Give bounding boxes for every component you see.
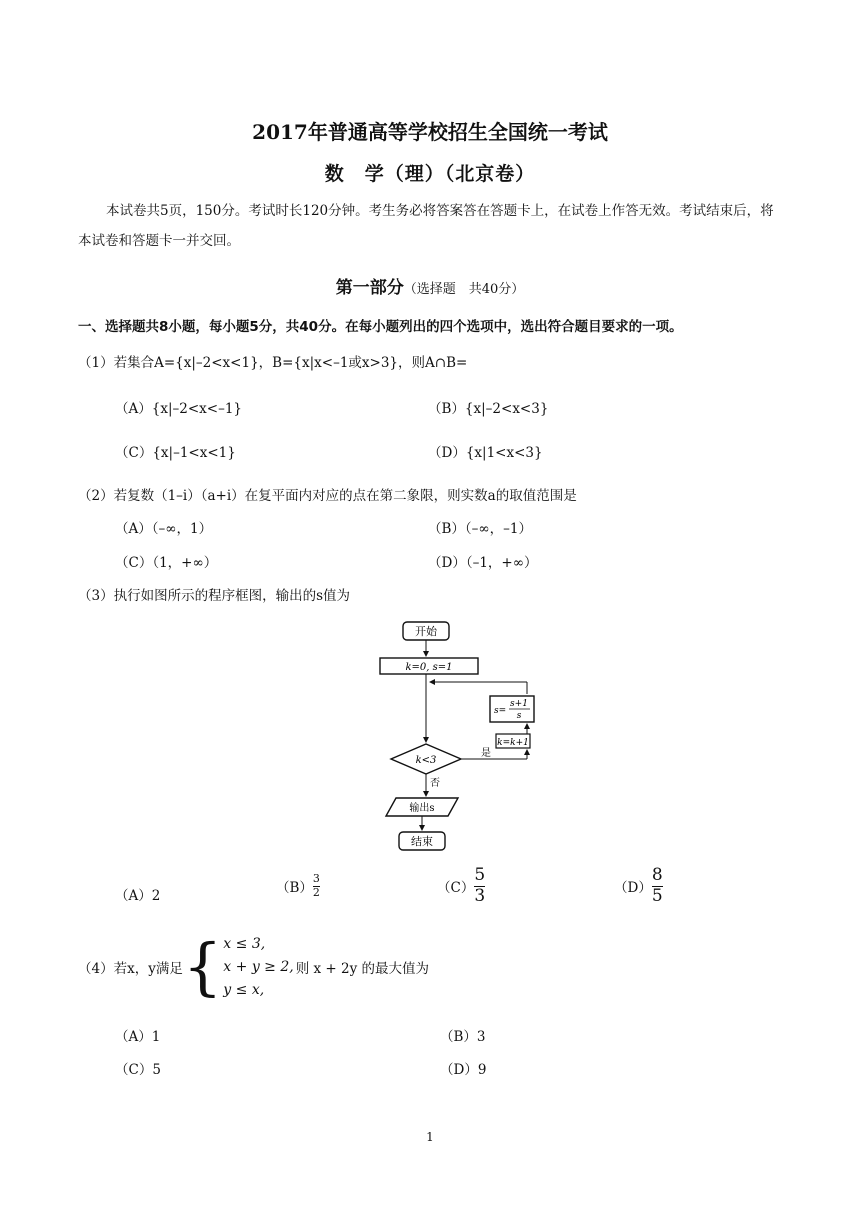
flow-output-label: 输出s — [409, 803, 435, 814]
question-1-option-b: （B）{x|–2<x<3} — [428, 401, 549, 417]
question-2-option-a: （A）（–∞，1） — [115, 521, 213, 537]
question-2-option-d: （D）（–1，+∞） — [428, 555, 538, 571]
fraction-denominator: 3 — [474, 885, 486, 906]
program-flowchart — [370, 618, 550, 858]
flow-condition-label: k<3 — [415, 755, 437, 766]
question-4-stem — [78, 926, 429, 1008]
flow-update-s-den: s — [516, 711, 522, 721]
flow-update-s-num: s+1 — [510, 699, 528, 709]
page-number: 1 — [426, 1130, 434, 1144]
flow-update-k-label: k=k+1 — [497, 738, 529, 748]
option-d-fraction — [652, 866, 663, 906]
fraction-numerator: 3 — [312, 872, 320, 885]
system-brace: { — [182, 930, 223, 1003]
flow-yes-label: 是 — [481, 748, 491, 759]
constraint-system — [223, 933, 293, 1002]
question-4-option-b: （B）3 — [440, 1029, 486, 1045]
question-4-stem-pre: （4）若x，y满足 — [78, 961, 183, 977]
question-3-option-b — [276, 873, 320, 899]
exam-instructions: 本试卷共5页，150分。考试时长120分钟。考生务必将答案答在答题卡上，在试卷上作答无效。考试结束后，将本试卷和答题卡一并交回。 — [78, 203, 774, 249]
fraction-denominator: 5 — [651, 885, 663, 906]
question-3-stem: （3）执行如图所示的程序框图，输出的s值为 — [78, 588, 351, 604]
question-4-option-a: （A）1 — [115, 1029, 161, 1045]
constraint-1: x ≤ 3, — [223, 935, 266, 952]
fraction-numerator: 8 — [651, 865, 663, 885]
question-4-option-d: （D）9 — [440, 1062, 487, 1078]
flow-start-label: 开始 — [415, 625, 437, 638]
part-heading — [0, 273, 860, 298]
question-3-option-d — [614, 866, 663, 906]
question-2-stem: （2）若复数（1–i）（a+i）在复平面内对应的点在第二象限，则实数a的取值范围是 — [78, 488, 577, 504]
option-c-fraction — [474, 866, 485, 906]
question-2-option-c: （C）（1，+∞） — [115, 555, 218, 571]
flow-no-label: 否 — [430, 778, 440, 789]
option-c-label: （C） — [437, 880, 475, 897]
question-4-stem-post: 则 x + 2y 的最大值为 — [295, 961, 430, 977]
question-1-stem: （1）若集合A={x|–2<x<1}，B={x|x<–1或x>3}，则A∩B= — [78, 355, 468, 371]
question-2-option-b: （B）（–∞，–1） — [428, 521, 533, 537]
question-1-option-d: （D）{x|1<x<3} — [428, 445, 543, 461]
question-4-option-c: （C）5 — [115, 1062, 161, 1078]
constraint-2: x + y ≥ 2, — [223, 958, 294, 975]
part-name: 第一部分 — [335, 278, 404, 298]
flow-end-label: 结束 — [411, 835, 433, 848]
flow-update-s-lhs: s= — [494, 706, 507, 716]
fraction-numerator: 5 — [474, 865, 486, 885]
question-1-option-c: （C）{x|–1<x<1} — [115, 445, 236, 461]
section-heading: 一、选择题共8小题，每小题5分，共40分。在每小题列出的四个选项中，选出符合题目要求的一项。 — [78, 319, 683, 335]
question-3-option-a: （A）2 — [115, 888, 161, 904]
question-3-option-c — [437, 866, 485, 906]
question-1-option-a: （A）{x|–2<x<–1} — [115, 401, 243, 417]
fraction-denominator: 2 — [312, 885, 320, 899]
part-note: （选择题 共40分） — [403, 282, 525, 297]
option-b-fraction — [313, 873, 320, 899]
flow-init-label: k=0, s=1 — [405, 662, 453, 673]
exam-subtitle: 数 学（理）（北京卷） — [324, 163, 536, 185]
constraint-3: y ≤ x, — [223, 981, 265, 998]
option-b-label: （B） — [276, 880, 313, 897]
exam-title: 2017年普通高等学校招生全国统一考试 — [252, 120, 608, 144]
option-d-label: （D） — [614, 880, 652, 897]
